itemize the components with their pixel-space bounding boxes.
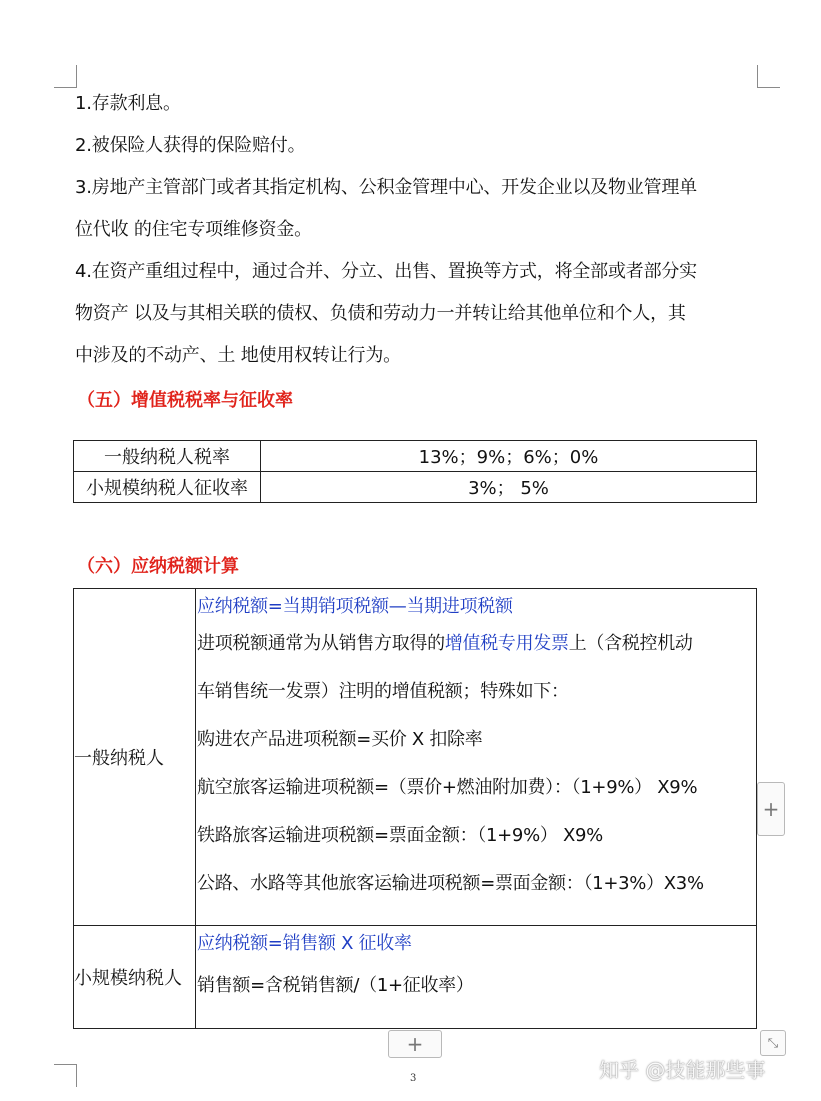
special-item-air-travel: 航空旅客运输进项税额=（票价+燃油附加费）：（1+9%） X9% xyxy=(197,777,698,798)
tax-calculation-table xyxy=(73,588,757,1029)
rate-label-small: 小规模纳税人征收率 xyxy=(74,472,261,503)
input-tax-line-2: 车销售统一发票）注明的增值税额；特殊如下： xyxy=(197,681,569,702)
paragraph-3 xyxy=(75,167,765,251)
paragraph-4-line-2: 物资产 以及与其相关联的债权、负债和劳动力一并转让给其他单位和个人，其 xyxy=(75,303,686,324)
paragraph-3-line-1: 3.房地产主管部门或者其指定机构、公积金管理中心、开发企业以及物业管理单 xyxy=(75,177,697,198)
add-row-button[interactable]: + xyxy=(388,1030,442,1058)
section-5-heading: （五）增值税税率与征收率 xyxy=(77,390,293,411)
table-row xyxy=(74,472,757,503)
expand-icon[interactable]: ⤡ xyxy=(760,1030,786,1056)
small-sales-line: 销售额=含税销售额/（1+征收率） xyxy=(197,975,474,996)
paragraph-4 xyxy=(75,251,765,377)
special-item-road-water: 公路、水路等其他旅客运输进项税额=票面金额：（1+3%）X3% xyxy=(197,873,704,894)
general-formula: 应纳税额=当期销项税额—当期进项税额 xyxy=(197,596,513,617)
paragraph-4-line-3: 中涉及的不动产、土 地使用权转让行为。 xyxy=(75,345,401,366)
general-taxpayer-content xyxy=(196,589,757,926)
small-taxpayer-label: 小规模纳税人 xyxy=(74,926,196,1029)
input-tax-suffix: 上（含税控机动 xyxy=(568,633,693,654)
paragraph-3-line-2: 位代收 的住宅专项维修资金。 xyxy=(75,219,312,240)
table-row xyxy=(74,441,757,472)
vat-invoice-link[interactable]: 增值税专用发票 xyxy=(444,633,569,654)
crop-mark-top-left xyxy=(54,65,77,88)
crop-mark-bottom-left xyxy=(54,1064,77,1087)
rate-value-general: 13%；9%；6%；0% xyxy=(261,441,757,472)
input-tax-line-1 xyxy=(197,625,756,673)
table-row xyxy=(74,589,757,926)
paragraph-4-line-1: 4.在资产重组过程中，通过合并、分立、出售、置换等方式，将全部或者部分实 xyxy=(75,261,697,282)
watermark: 知乎 @技能那些事 xyxy=(599,1058,766,1082)
section-6-heading: （六）应纳税额计算 xyxy=(77,556,239,577)
special-item-railway: 铁路旅客运输进项税额=票面金额：（1+9%） X9% xyxy=(197,825,603,846)
rate-value-small: 3%； 5% xyxy=(261,472,757,503)
input-tax-prefix: 进项税额通常为从销售方取得的 xyxy=(197,633,445,654)
add-column-button[interactable]: + xyxy=(757,782,785,836)
table-row xyxy=(74,926,757,1029)
tax-rate-table xyxy=(73,440,757,503)
special-item-agricultural: 购进农产品进项税额=买价 X 扣除率 xyxy=(197,729,483,750)
rate-label-general: 一般纳税人税率 xyxy=(74,441,261,472)
paragraph-1: 1.存款利息。 xyxy=(75,93,181,114)
general-taxpayer-label: 一般纳税人 xyxy=(74,589,196,926)
small-taxpayer-content xyxy=(196,926,757,1029)
small-formula: 应纳税额=销售额 X 征收率 xyxy=(197,933,412,954)
paragraph-2: 2.被保险人获得的保险赔付。 xyxy=(75,135,306,156)
page-number: 3 xyxy=(410,1073,417,1084)
